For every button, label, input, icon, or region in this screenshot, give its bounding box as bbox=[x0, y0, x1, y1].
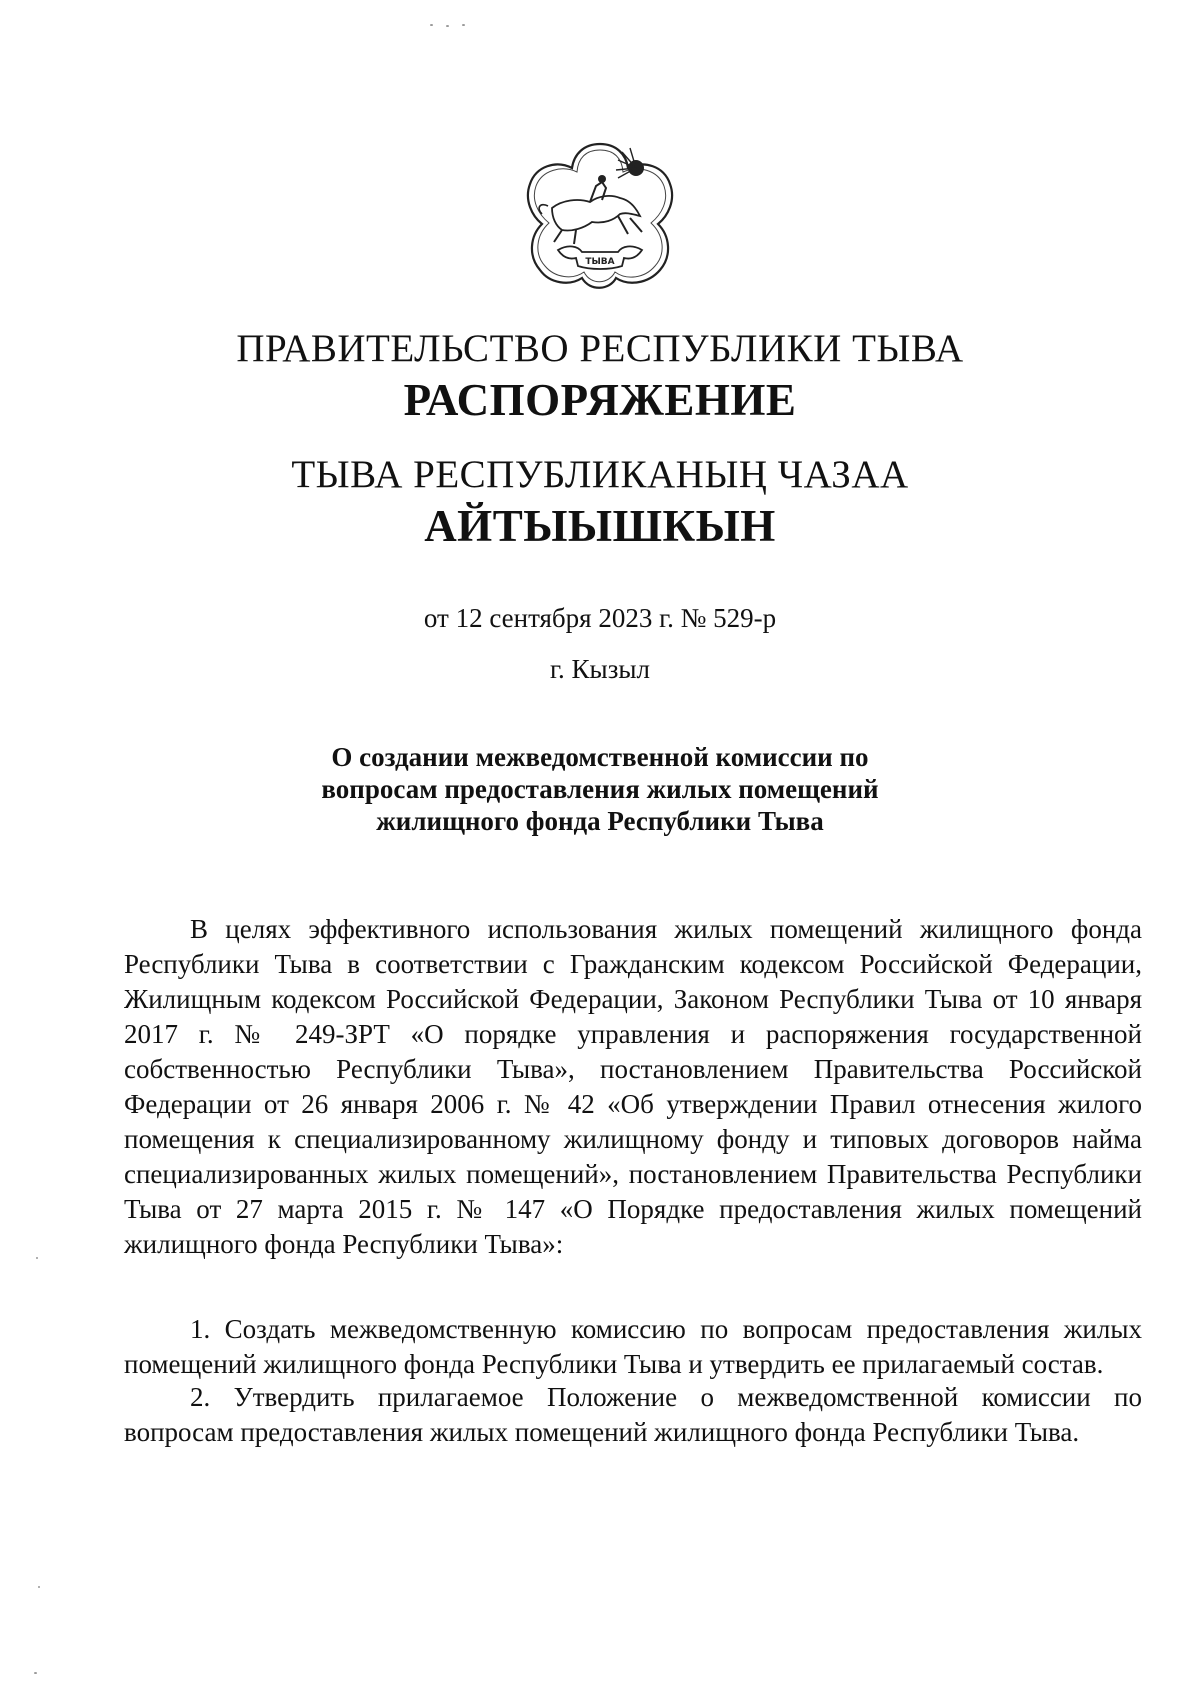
preamble-paragraph: В целях эффективного использования жилых помещений жилищного фонда Республики Тыва в соответствии с Гражданским кодексом Российской Федерации, Жилищным кодексом Российской Федерации, Законом Республики Тыва от 10 января 2017 г. № 249-ЗРТ «О порядке управления и распоряжения государственной собственностью Республики Тыва», постановлением Правительства Российской Федерации от 26 января 2006 г. № 42 «Об утверждении Правил отнесения жилого помещения к специализированному жилищному фонду и типовых договоров найма специализированных жилых помещений», постановлением Правительства Республики Тыва от 27 марта 2015 г. № 147 «О Порядке предоставления жилых помещений жилищного фонда Республики Тыва»: bbox=[124, 914, 1142, 1259]
scan-artifact bbox=[446, 25, 449, 27]
scan-artifact bbox=[38, 1586, 40, 1588]
scan-artifact bbox=[36, 1257, 38, 1259]
title-line: О создании межведомственной комиссии по bbox=[331, 742, 869, 772]
scan-artifact bbox=[462, 24, 465, 26]
government-name-ru: ПРАВИТЕЛЬСТВО РЕСПУБЛИКИ ТЫВА bbox=[236, 327, 964, 370]
document-title bbox=[0, 741, 1200, 837]
document-city: г. Кызыл bbox=[550, 654, 650, 684]
document-date-number: от 12 сентября 2023 г. № 529-р bbox=[423, 603, 777, 633]
title-line: жилищного фонда Республики Тыва bbox=[376, 806, 824, 836]
scan-artifact bbox=[430, 24, 433, 26]
tuva-coat-of-arms-icon bbox=[518, 138, 682, 294]
clause-1-paragraph: 1. Создать межведомственную комиссию по вопросам предоставления жилых помещений жилищного фонда Республики Тыва и утвердить ее прилагаемый состав. bbox=[124, 1314, 1142, 1379]
document-type-ru: РАСПОРЯЖЕНИЕ bbox=[403, 375, 797, 425]
title-line: вопросам предоставления жилых помещений bbox=[321, 774, 879, 804]
government-name-tv: ТЫВА РЕСПУБЛИКАНЫҢ ЧАЗАА bbox=[291, 453, 909, 496]
clause-2-paragraph: 2. Утвердить прилагаемое Положение о межведомственной комиссии по вопросам предоставления жилых помещений жилищного фонда Республики Тыва. bbox=[124, 1382, 1142, 1447]
document-type-tv: АЙТЫЫШКЫН bbox=[424, 501, 776, 551]
emblem-text: ТЫВА bbox=[585, 257, 615, 267]
scan-artifact bbox=[34, 1672, 37, 1674]
